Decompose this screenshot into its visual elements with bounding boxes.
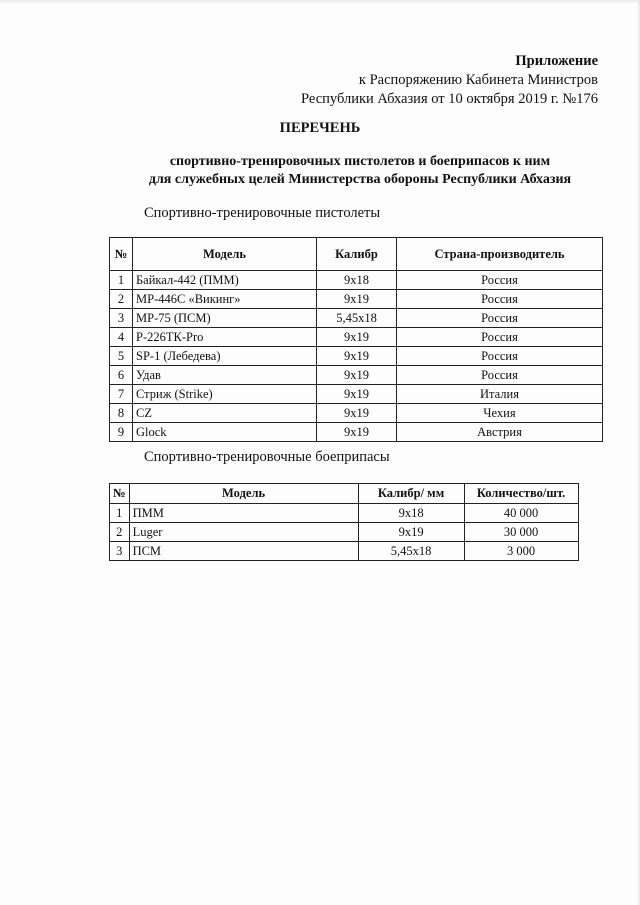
- row-number: 8: [110, 404, 133, 423]
- column-header: Калибр/ мм: [358, 484, 464, 504]
- row-number: 9: [110, 423, 133, 442]
- country-cell: Россия: [397, 366, 603, 385]
- row-number: 4: [110, 328, 133, 347]
- row-number: 1: [110, 504, 130, 523]
- table-row: [110, 366, 603, 385]
- column-header: №: [110, 238, 133, 271]
- pistols-table: [109, 237, 603, 442]
- country-cell: Чехия: [397, 404, 603, 423]
- document-title: ПЕРЕЧЕНЬ: [279, 120, 361, 136]
- column-header: Модель: [129, 484, 358, 504]
- country-cell: Австрия: [397, 423, 603, 442]
- table-header-row: [110, 484, 579, 504]
- pistols-heading: Спортивно-тренировочные пистолеты: [144, 205, 381, 221]
- table-row: [110, 290, 603, 309]
- caliber-cell: 9х18: [358, 504, 464, 523]
- table-row: [110, 423, 603, 442]
- column-header: №: [110, 484, 130, 504]
- row-number: 3: [110, 542, 130, 561]
- caliber-cell: 9х19: [317, 328, 397, 347]
- column-header: Модель: [133, 238, 317, 271]
- subtitle-line-1: спортивно-тренировочных пистолетов и боеприпасов к ним: [169, 154, 551, 169]
- caliber-cell: 9х19: [358, 523, 464, 542]
- quantity-cell: 30 000: [464, 523, 578, 542]
- model-cell: Luger: [129, 523, 358, 542]
- table-row: [110, 309, 603, 328]
- document-subtitle: [0, 153, 640, 189]
- appendix-line-1: к Распоряжению Кабинета Министров: [358, 72, 598, 88]
- scan-edge-top: [0, 0, 640, 4]
- caliber-cell: 9х19: [317, 366, 397, 385]
- caliber-cell: 9х19: [317, 423, 397, 442]
- model-cell: Glock: [133, 423, 317, 442]
- row-number: 6: [110, 366, 133, 385]
- country-cell: Россия: [397, 271, 603, 290]
- table-row: [110, 504, 579, 523]
- table-row: [110, 385, 603, 404]
- column-header: Страна-производитель: [397, 238, 603, 271]
- row-number: 2: [110, 523, 130, 542]
- table-header-row: [110, 238, 603, 271]
- model-cell: ПСМ: [129, 542, 358, 561]
- country-cell: Италия: [397, 385, 603, 404]
- row-number: 7: [110, 385, 133, 404]
- country-cell: Россия: [397, 290, 603, 309]
- caliber-cell: 9х19: [317, 290, 397, 309]
- model-cell: Байкал-442 (ПММ): [133, 271, 317, 290]
- caliber-cell: 5,45х18: [317, 309, 397, 328]
- row-number: 1: [110, 271, 133, 290]
- table-row: [110, 542, 579, 561]
- column-header: Количество/шт.: [464, 484, 578, 504]
- ammo-heading: Спортивно-тренировочные боеприпасы: [144, 449, 390, 465]
- model-cell: МР-75 (ПСМ): [133, 309, 317, 328]
- appendix-header: [301, 52, 598, 109]
- appendix-line-2: Республики Абхазия от 10 октября 2019 г. №176: [301, 91, 598, 107]
- subtitle-line-2: для служебных целей Министерства обороны Республики Абхазия: [148, 172, 572, 187]
- table-row: [110, 271, 603, 290]
- caliber-cell: 9х19: [317, 347, 397, 366]
- table-row: [110, 523, 579, 542]
- caliber-cell: 9х19: [317, 385, 397, 404]
- model-cell: CZ: [133, 404, 317, 423]
- model-cell: Р-226ТК-Pro: [133, 328, 317, 347]
- ammo-table: [109, 483, 579, 561]
- appendix-title: Приложение: [515, 53, 598, 69]
- column-header: Калибр: [317, 238, 397, 271]
- country-cell: Россия: [397, 347, 603, 366]
- model-cell: Стриж (Strike): [133, 385, 317, 404]
- model-cell: SP-1 (Лебедева): [133, 347, 317, 366]
- model-cell: МР-446С «Викинг»: [133, 290, 317, 309]
- model-cell: ПММ: [129, 504, 358, 523]
- model-cell: Удав: [133, 366, 317, 385]
- country-cell: Россия: [397, 328, 603, 347]
- table-row: [110, 347, 603, 366]
- quantity-cell: 3 000: [464, 542, 578, 561]
- caliber-cell: 5,45х18: [358, 542, 464, 561]
- table-row: [110, 404, 603, 423]
- row-number: 5: [110, 347, 133, 366]
- caliber-cell: 9х19: [317, 404, 397, 423]
- country-cell: Россия: [397, 309, 603, 328]
- caliber-cell: 9х18: [317, 271, 397, 290]
- row-number: 3: [110, 309, 133, 328]
- table-row: [110, 328, 603, 347]
- row-number: 2: [110, 290, 133, 309]
- quantity-cell: 40 000: [464, 504, 578, 523]
